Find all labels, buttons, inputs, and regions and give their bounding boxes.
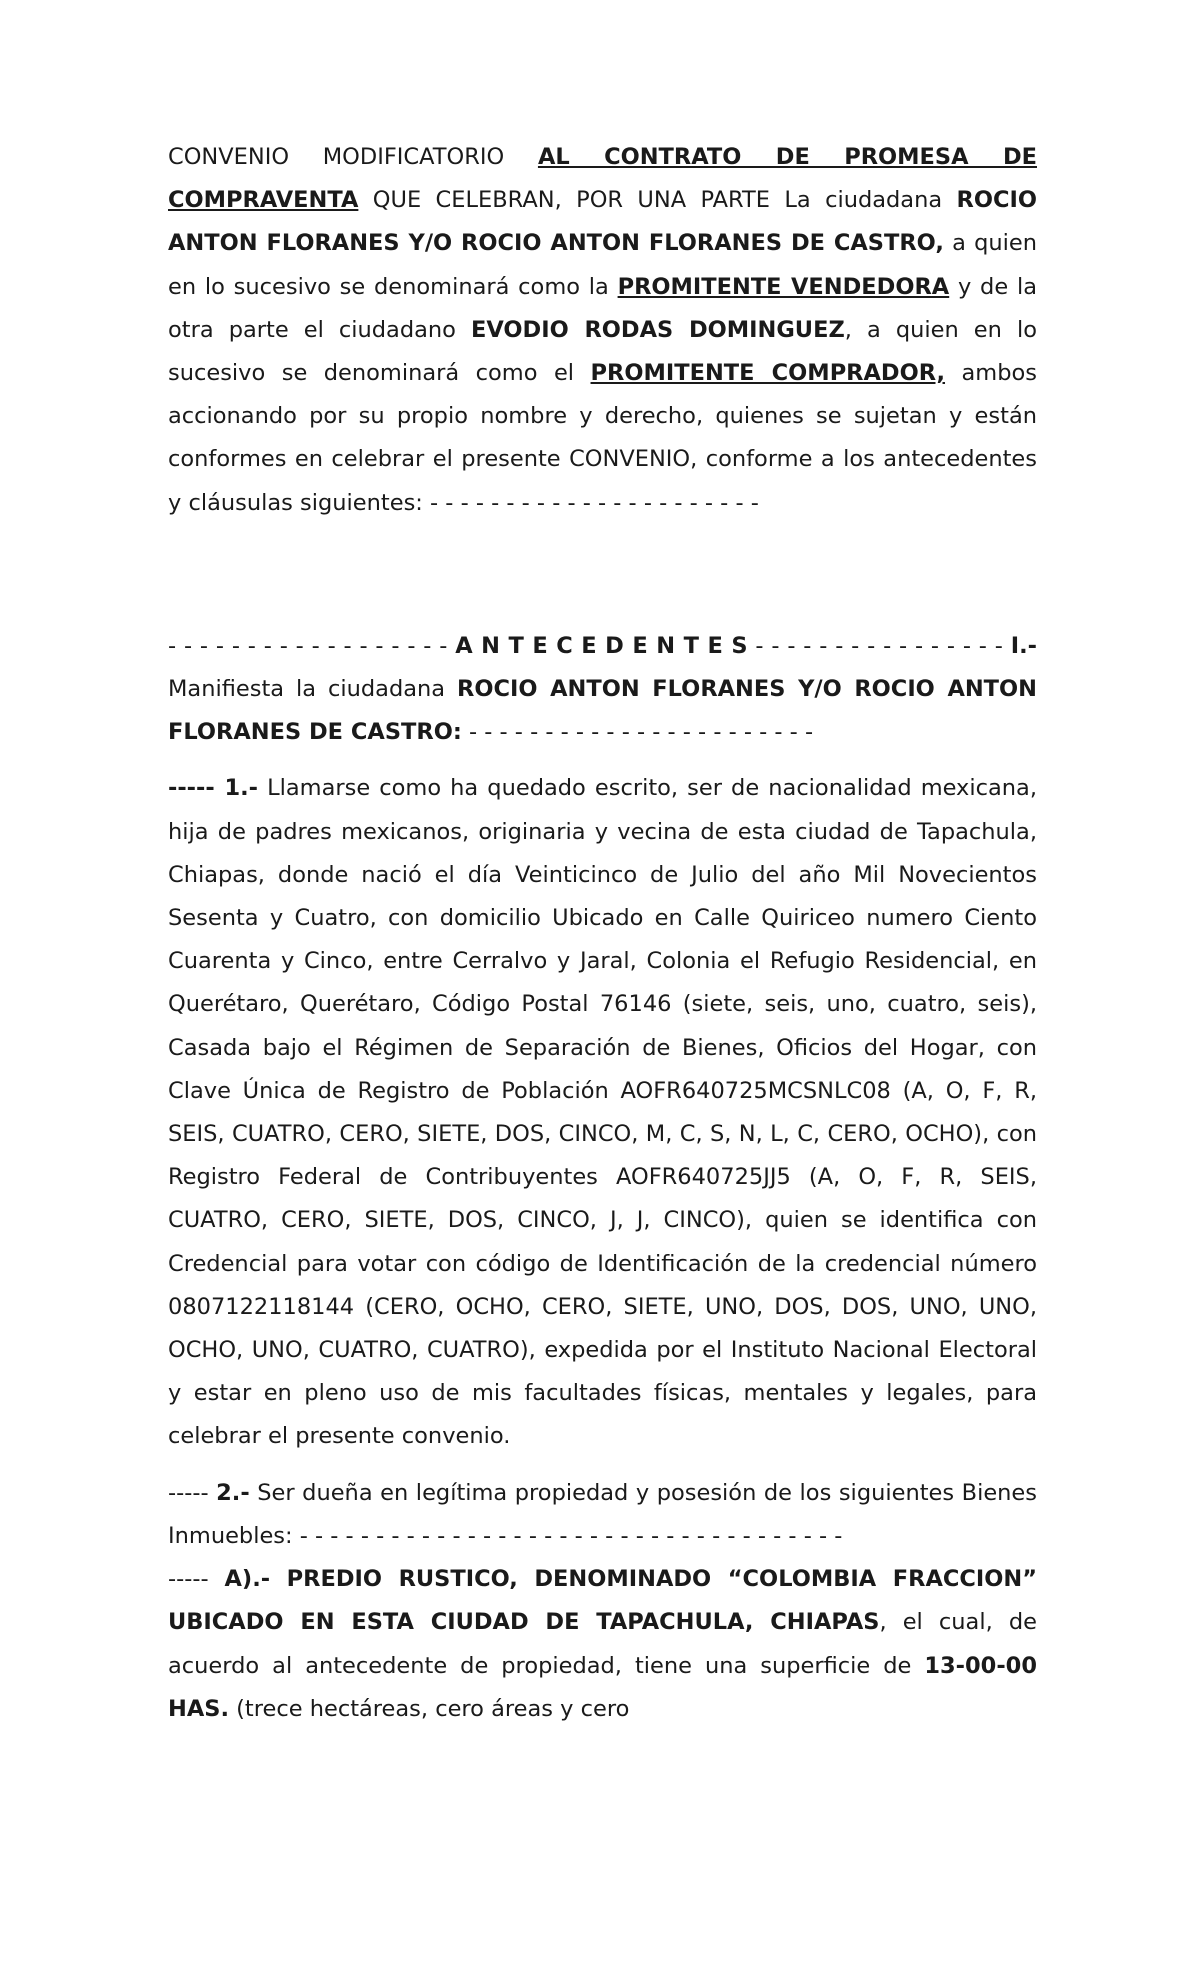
antecedentes-heading: A N T E C E D E N T E S xyxy=(455,632,748,659)
item-1-paragraph xyxy=(168,767,1037,1458)
intro-text-5: , a quien en lo sucesivo se denominará como el xyxy=(168,316,1037,387)
item-2-text: Ser dueña en legítima propiedad y posesión de los siguientes Bienes Inmuebles: - - - - - - - - - - - - - - - - - - - - - - - - - - - - - - - - - - - - xyxy=(168,1479,1038,1549)
buyer-name: EVODIO RODAS DOMINGUEZ xyxy=(471,316,845,343)
document-page xyxy=(168,136,1037,1731)
buyer-role: PROMITENTE COMPRADOR, xyxy=(590,360,946,387)
intro-text-1: CONVENIO MODIFICATORIO xyxy=(168,144,538,170)
antecedentes-dashes-1: - - - - - - - - - - - - - - - - - - xyxy=(168,632,456,659)
contract-title: AL CONTRATO DE PROMESA DE COMPRAVENTA xyxy=(168,144,1037,214)
item-1-number: ----- 1.- xyxy=(168,775,258,802)
item-2-number: 2.- xyxy=(216,1479,250,1506)
intro-text-3: a quien en lo sucesivo se denominará como la xyxy=(168,230,1037,300)
section-number-i: I.- xyxy=(1010,632,1037,659)
seller-name: ROCIO ANTON FLORANES Y/O ROCIO ANTON FLORANES DE CASTRO, xyxy=(168,187,1037,257)
property-area: 13-00-00 HAS. xyxy=(168,1652,1037,1722)
antecedentes-paragraph xyxy=(168,625,1037,755)
intro-text-4: y de la otra parte el ciudadano xyxy=(168,273,1037,343)
seller-role: PROMITENTE VENDEDORA xyxy=(617,273,950,300)
antecedentes-dashes-3: - - - - - - - - - - - - - - - - - - - - - - - xyxy=(461,719,814,746)
antecedentes-dashes-2: - - - - - - - - - - - - - - - - xyxy=(747,632,1003,659)
antecedentes-space xyxy=(1003,633,1011,659)
intro-text-2: QUE CELEBRAN, POR UNA PARTE La ciudadana xyxy=(358,187,957,214)
item-a-prefix: ----- xyxy=(168,1566,225,1593)
intro-text-6: ambos accionando por su propio nombre y derecho, quienes se sujetan y están conformes en celebrar el presente CONVENIO, conforme a los antecedentes y cláusulas siguientes: - - - - - - - - - - - - - - - - - - - - - - xyxy=(168,360,1037,516)
item-2-paragraph xyxy=(168,1472,1037,1558)
item-a-text-2: (trece hectáreas, cero áreas y cero xyxy=(229,1695,630,1722)
declarant-name: ROCIO ANTON FLORANES Y/O ROCIO ANTON FLORANES DE CASTRO: xyxy=(168,676,1037,746)
item-1-text: Llamarse como ha quedado escrito, ser de nacionalidad mexicana, hija de padres mexicanos, originaria y vecina de esta ciudad de Tapachula, Chiapas, donde nació el día Veinticinco de Julio del año Mil Novecientos Sesenta y Cuatro, con domicilio Ubicado en Calle Quiriceo numero Ciento Cuarenta y Cinco, entre Cerralvo y Jaral, Colonia el Refugio Residencial, en Querétaro, Querétaro, Código Postal 76146 (siete, seis, uno, cuatro, seis), Casada bajo el Régimen de Separación de Bienes, Oficios del Hogar, con Clave Única de Registro de Población AOFR640725MCSNLC08 (A, O, F, R, SEIS, CUATRO, CERO, SIETE, DOS, CINCO, M, C, S, N, L, C, CERO, OCHO), con Registro Federal de Contribuyentes AOFR640725JJ5 (A, O, F, R, SEIS, CUATRO, CERO, SIETE, DOS, CINCO, J, J, CINCO), quien se identifica con Credencial para votar con código de Identificación de la credencial número 0807122118144 (CERO, OCHO, CERO, SIETE, UNO, DOS, DOS, UNO, UNO, OCHO, UNO, CUATRO, CUATRO), expedida por el Instituto Nacional Electoral y estar en pleno uso de mis facultades físicas, mentales y legales, para celebrar el presente convenio. xyxy=(168,775,1037,1450)
intro-paragraph xyxy=(168,136,1037,525)
item-a-text-1: , el cual, de acuerdo al antecedente de propiedad, tiene una superficie de xyxy=(168,1609,1037,1679)
item-a-paragraph xyxy=(168,1558,1037,1731)
property-title: A).- PREDIO RUSTICO, DENOMINADO “COLOMBIA FRACCION” UBICADO EN ESTA CIUDAD DE TAPACHULA, CHIAPAS xyxy=(168,1566,1037,1636)
item-2-prefix: ----- xyxy=(168,1479,217,1506)
antecedentes-text: Manifiesta la ciudadana xyxy=(168,676,458,703)
